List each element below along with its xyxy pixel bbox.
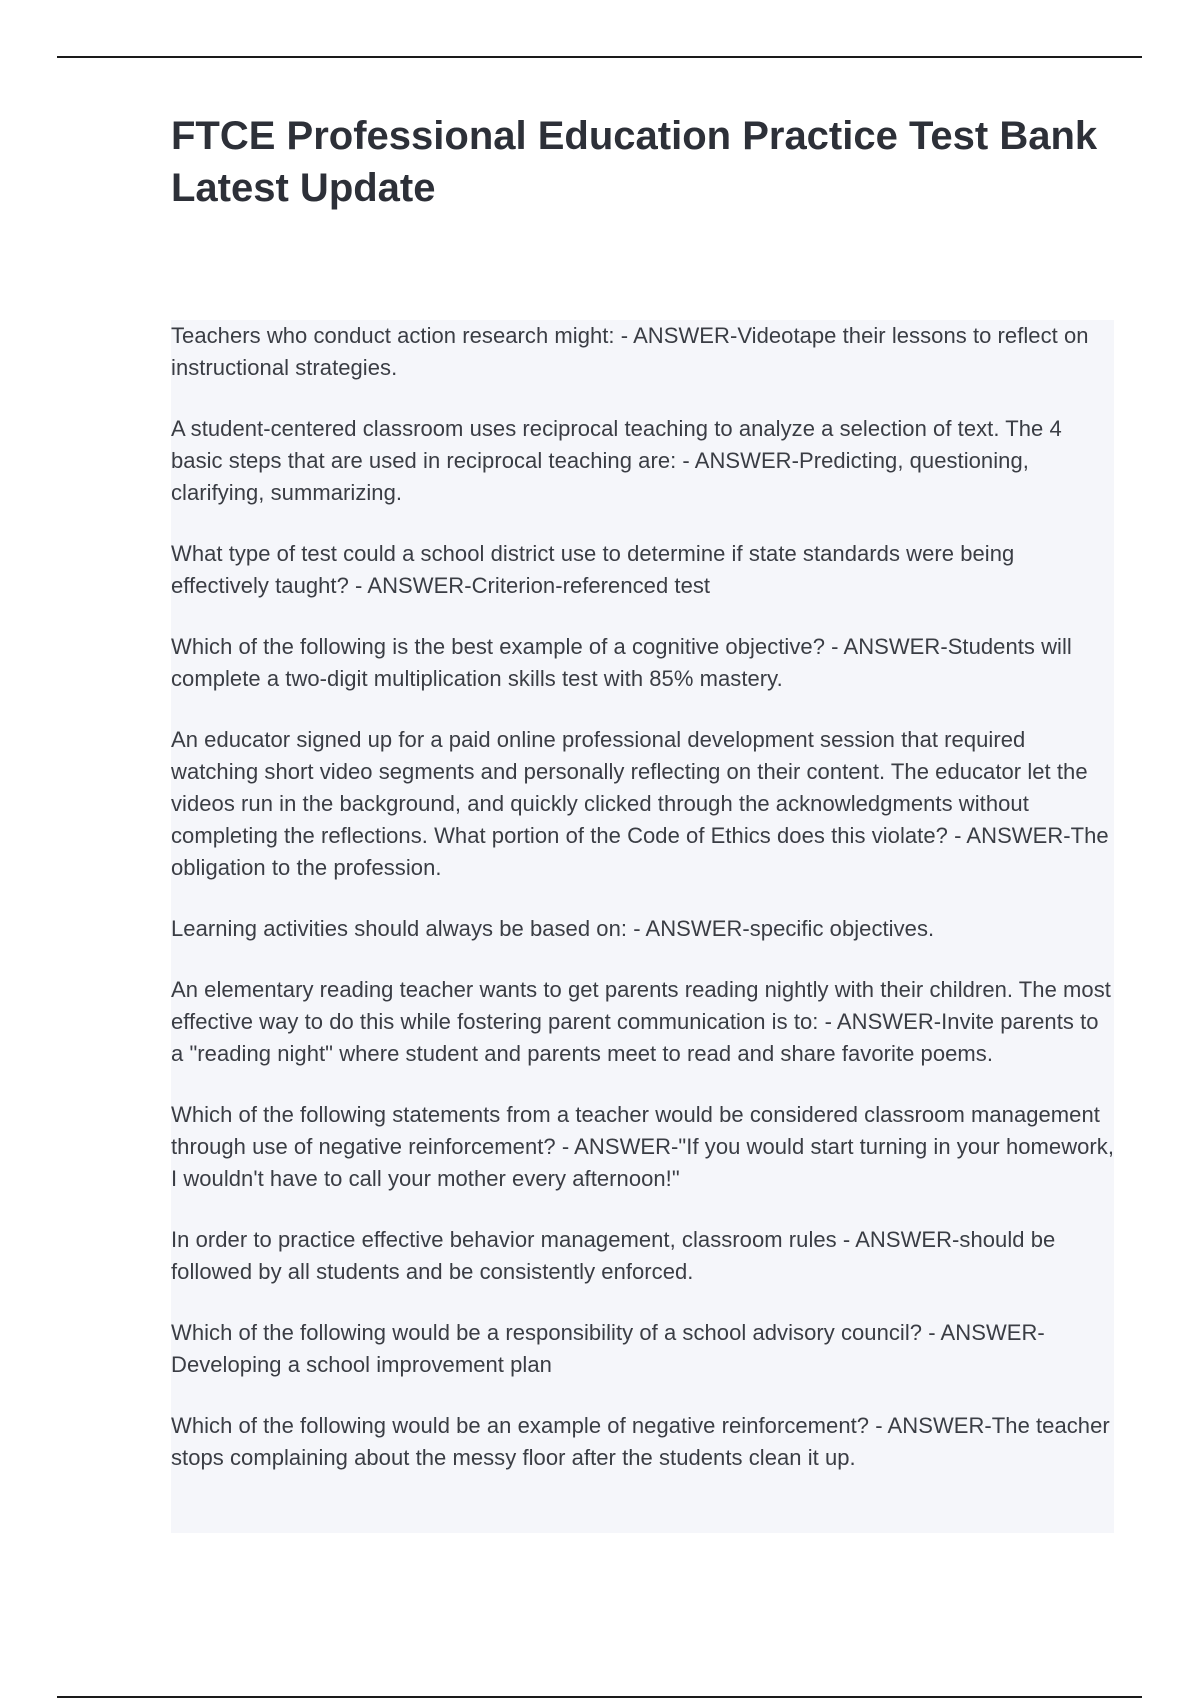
qa-item: Teachers who conduct action research might: - ANSWER-Videotape their lessons to reflect on instructional strategies. xyxy=(171,323,1089,380)
qa-item: Which of the following is the best example of a cognitive objective? - ANSWER-Students will complete a two-digit multiplication skills test with 85% mastery. xyxy=(171,634,1072,691)
qa-item: In order to practice effective behavior management, classroom rules - ANSWER-should be followed by all students and be consistently enforced. xyxy=(171,1227,1056,1284)
header-rule xyxy=(57,56,1142,58)
qa-item: Which of the following would be an example of negative reinforcement? - ANSWER-The teacher stops complaining about the messy floor after the students clean it up. xyxy=(171,1413,1110,1470)
footer-rule xyxy=(57,1696,1142,1698)
qa-item: Which of the following would be a responsibility of a school advisory council? - ANSWER-Developing a school improvement plan xyxy=(171,1320,1045,1377)
qa-item: Which of the following statements from a teacher would be considered classroom management through use of negative reinforcement? - ANSWER-"If you would start turning in your homework, I wouldn't have to call your mother every afternoon!" xyxy=(171,1102,1115,1191)
qa-item: A student-centered classroom uses reciprocal teaching to analyze a selection of text. The 4 basic steps that are used in reciprocal teaching are: - ANSWER-Predicting, questioning, clarifying, summarizing. xyxy=(171,416,1062,505)
qa-item: What type of test could a school district use to determine if state standards were being effectively taught? - ANSWER-Criterion-referenced test xyxy=(171,541,1015,598)
document-title: FTCE Professional Education Practice Test Bank Latest Update xyxy=(171,114,1098,210)
qa-item: An elementary reading teacher wants to get parents reading nightly with their children. The most effective way to do this while fostering parent communication is to: - ANSWER-Invite parents to a "reading night" where student and parents meet to read and share favorite poems. xyxy=(171,977,1111,1066)
question-answer-list xyxy=(171,320,1114,1533)
qa-item: Learning activities should always be based on: - ANSWER-specific objectives. xyxy=(171,916,935,941)
qa-item: An educator signed up for a paid online professional development session that required watching short video segments and personally reflecting on their content. The educator let the videos run in the background, and quickly clicked through the acknowledgments without completing the reflections. What portion of the Code of Ethics does this violate? - ANSWER-The obligation to the profession. xyxy=(171,727,1109,880)
